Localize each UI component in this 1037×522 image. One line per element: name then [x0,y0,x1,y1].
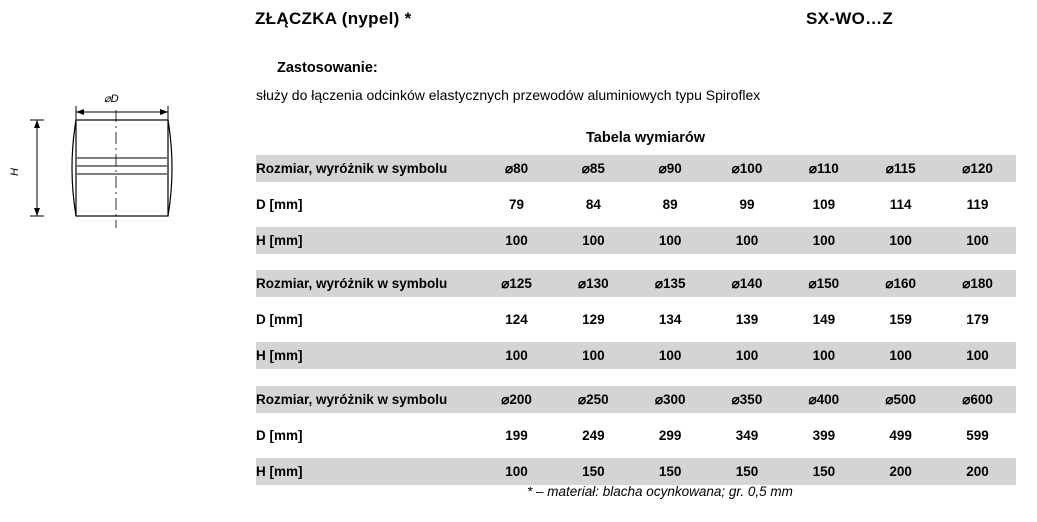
cell-size: ⌀125 [478,270,555,297]
cell-d: 79 [478,191,555,218]
cell-h: 100 [862,227,939,254]
cell-d: 249 [555,422,632,449]
cell-d: 84 [555,191,632,218]
cell-h: 100 [709,342,786,369]
cell-size: ⌀150 [785,270,862,297]
application-label: Zastosowanie: [277,60,378,76]
cell-h: 200 [862,458,939,485]
table-row-spacer [256,333,1016,342]
cell-d: 299 [632,422,709,449]
height-label: H [9,168,21,176]
cell-h: 150 [555,458,632,485]
dimension-table-2 [256,270,1016,369]
cell-d: 599 [939,422,1016,449]
application-text: służy do łączenia odcinków elastycznych przewodów aluminiowych typu Spiroflex [256,87,761,103]
cell-h: 100 [939,227,1016,254]
table-row [256,270,1016,297]
row-label-size: Rozmiar, wyróżnik w symbolu [256,155,478,182]
row-label-d: D [mm] [256,306,478,333]
cell-size: ⌀80 [478,155,555,182]
cell-h: 100 [478,458,555,485]
cell-d: 109 [785,191,862,218]
row-label-size: Rozmiar, wyróżnik w symbolu [256,270,478,297]
table-row-spacer [256,413,1016,422]
cell-size: ⌀500 [862,386,939,413]
dimension-table-1 [256,155,1016,254]
footnote: * – materiał: blacha ocynkowana; gr. 0,5 mm [527,484,793,499]
cell-d: 349 [709,422,786,449]
dimension-table-3 [256,386,1016,485]
row-label-size: Rozmiar, wyróżnik w symbolu [256,386,478,413]
row-label-h: H [mm] [256,342,478,369]
cell-h: 100 [632,227,709,254]
table-row [256,386,1016,413]
technical-drawing [8,88,198,248]
table-row [256,155,1016,182]
table-row-spacer [256,182,1016,191]
cell-size: ⌀600 [939,386,1016,413]
cell-h: 100 [785,227,862,254]
cell-d: 89 [632,191,709,218]
table-row [256,306,1016,333]
cell-d: 149 [785,306,862,333]
cell-size: ⌀140 [709,270,786,297]
cell-size: ⌀400 [785,386,862,413]
cell-size: ⌀110 [785,155,862,182]
table-row [256,342,1016,369]
cell-d: 179 [939,306,1016,333]
cell-size: ⌀130 [555,270,632,297]
cell-h: 150 [709,458,786,485]
table-row-spacer [256,218,1016,227]
cell-d: 129 [555,306,632,333]
cell-h: 150 [632,458,709,485]
cell-size: ⌀115 [862,155,939,182]
cell-h: 100 [478,227,555,254]
cell-h: 100 [555,227,632,254]
table-caption: Tabela wymiarów [586,130,705,146]
cell-d: 99 [709,191,786,218]
row-label-h: H [mm] [256,227,478,254]
cell-size: ⌀300 [632,386,709,413]
row-label-d: D [mm] [256,422,478,449]
table-row [256,191,1016,218]
cell-size: ⌀90 [632,155,709,182]
cell-h: 100 [709,227,786,254]
cell-d: 159 [862,306,939,333]
cell-d: 499 [862,422,939,449]
cell-h: 100 [555,342,632,369]
cell-h: 200 [939,458,1016,485]
cell-size: ⌀85 [555,155,632,182]
cell-d: 399 [785,422,862,449]
cell-h: 100 [478,342,555,369]
table-row-spacer [256,449,1016,458]
cell-size: ⌀350 [709,386,786,413]
cell-h: 150 [785,458,862,485]
cell-h: 100 [939,342,1016,369]
table-row-spacer [256,297,1016,306]
cell-size: ⌀180 [939,270,1016,297]
cell-h: 100 [785,342,862,369]
diameter-label: ⌀D [104,93,119,105]
cell-size: ⌀135 [632,270,709,297]
cell-d: 199 [478,422,555,449]
table-row [256,422,1016,449]
product-code: SX-WO…Z [806,9,894,28]
cell-size: ⌀200 [478,386,555,413]
cell-size: ⌀250 [555,386,632,413]
row-label-d: D [mm] [256,191,478,218]
table-row [256,458,1016,485]
cell-size: ⌀120 [939,155,1016,182]
cell-d: 114 [862,191,939,218]
cell-d: 139 [709,306,786,333]
row-label-h: H [mm] [256,458,478,485]
table-row [256,227,1016,254]
cell-size: ⌀100 [709,155,786,182]
cell-d: 119 [939,191,1016,218]
cell-size: ⌀160 [862,270,939,297]
page-title: ZŁĄCZKA (nypel) * [255,9,412,28]
cell-h: 100 [632,342,709,369]
cell-d: 134 [632,306,709,333]
cell-h: 100 [862,342,939,369]
cell-d: 124 [478,306,555,333]
